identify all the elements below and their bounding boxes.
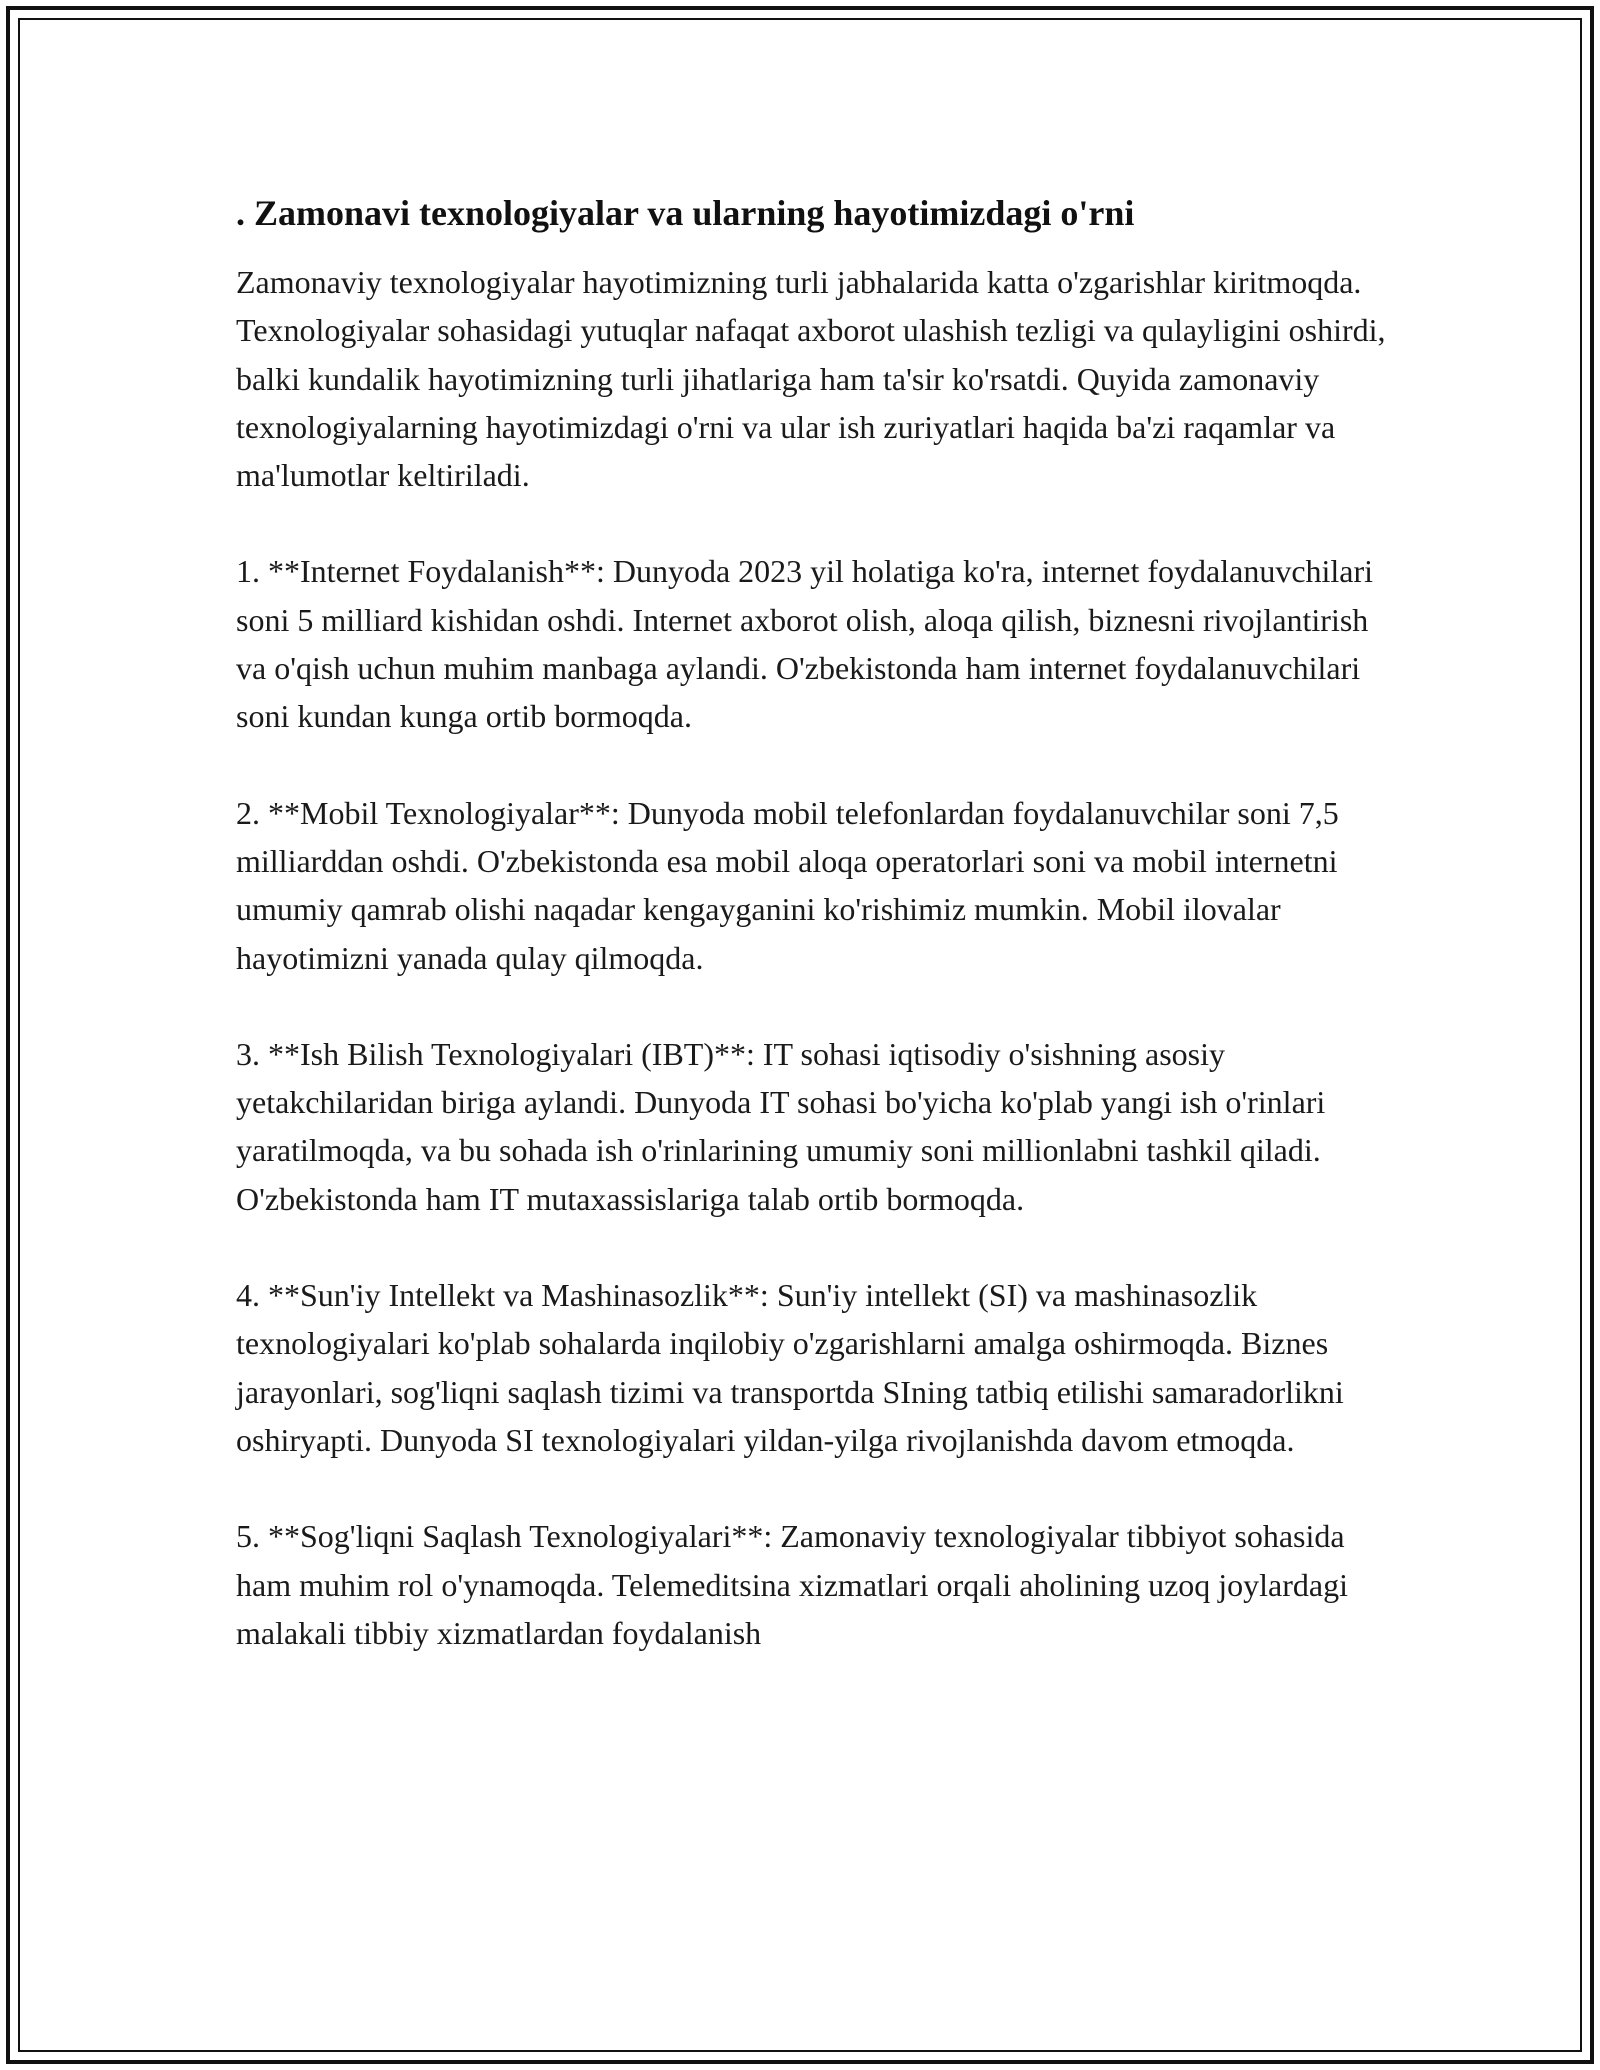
list-item-ibt: 3. **Ish Bilish Texnologiyalari (IBT)**: IT sohasi iqtisodiy o'sishning asosiy yetakchilaridan biriga aylandi. Dunyoda IT sohasi bo'yicha ko'plab yangi ish o'rinlari yaratilmoqda, va bu sohada ish o'rinlarining umumiy soni millionlabni tashkil qiladi. O'zbekistonda ham IT mutaxassislariga talab ortib bormoqda. — [236, 1035, 1326, 1217]
list-item-internet: 1. **Internet Foydalanish**: Dunyoda 2023 yil holatiga ko'ra, internet foydalanuvchilari soni 5 milliard kishidan oshdi. Internet axborot olish, aloqa qilish, biznesni rivojlantirish va o'qish uchun muhim manbaga aylandi. O'zbekistonda ham internet foydalanuvchilari soni kundan kunga ortib bormoqda. — [236, 553, 1374, 735]
list-item-ai: 4. **Sun'iy Intellekt va Mashinasozlik**: Sun'iy intellekt (SI) va mashinasozlik texnologiyalari ko'plab sohalarda inqilobiy o'zgarishlarni amalga oshirmoqda. Biznes jarayonlari, sog'liqni saqlash tizimi va transportda SIning tatbiq etilishi samaradorlikni oshiryapti. Dunyoda SI texnologiyalari yildan-yilga rivojlanishda davom etmoqda. — [236, 1277, 1344, 1458]
intro-paragraph: Zamonaviy texnologiyalar hayotimizning turli jabhalarida katta o'zgarishlar kiritmoqda. Texnologiyalar sohasidagi yutuqlar nafaqat axborot ulashish tezligi va qulayligini oshirdi, balki kundalik hayotimizning turli jihatlariga ham ta'sir ko'rsatdi. Quyida zamonaviy texnologiyalarning hayotimizdagi o'rni va ular ish zuriyatlari haqida ba'zi raqamlar va ma'lumotlar keltiriladi. — [236, 264, 1386, 494]
list-item-health: 5. **Sog'liqni Saqlash Texnologiyalari**: Zamonaviy texnologiyalar tibbiyot sohasida ham muhim rol o'ynamoqda. Telemeditsina xizmatlari orqali aholining uzoq joylardagi malakali tibbiy xizmatlardan foydalanish — [236, 1518, 1348, 1651]
document-title: . Zamonavi texnologiyalar va ularning hayotimizdagi o'rni — [236, 193, 1135, 233]
document-body — [236, 188, 1386, 1705]
list-item-mobile: 2. **Mobil Texnologiyalar**: Dunyoda mobil telefonlardan foydalanuvchilar soni 7,5 milliarddan oshdi. O'zbekistonda esa mobil aloqa operatorlari soni va mobil internetni umumiy qamrab olishi naqadar kengayganini ko'rishimiz mumkin. Mobil ilovalar hayotimizni yanada qulay qilmoqda. — [236, 794, 1339, 976]
